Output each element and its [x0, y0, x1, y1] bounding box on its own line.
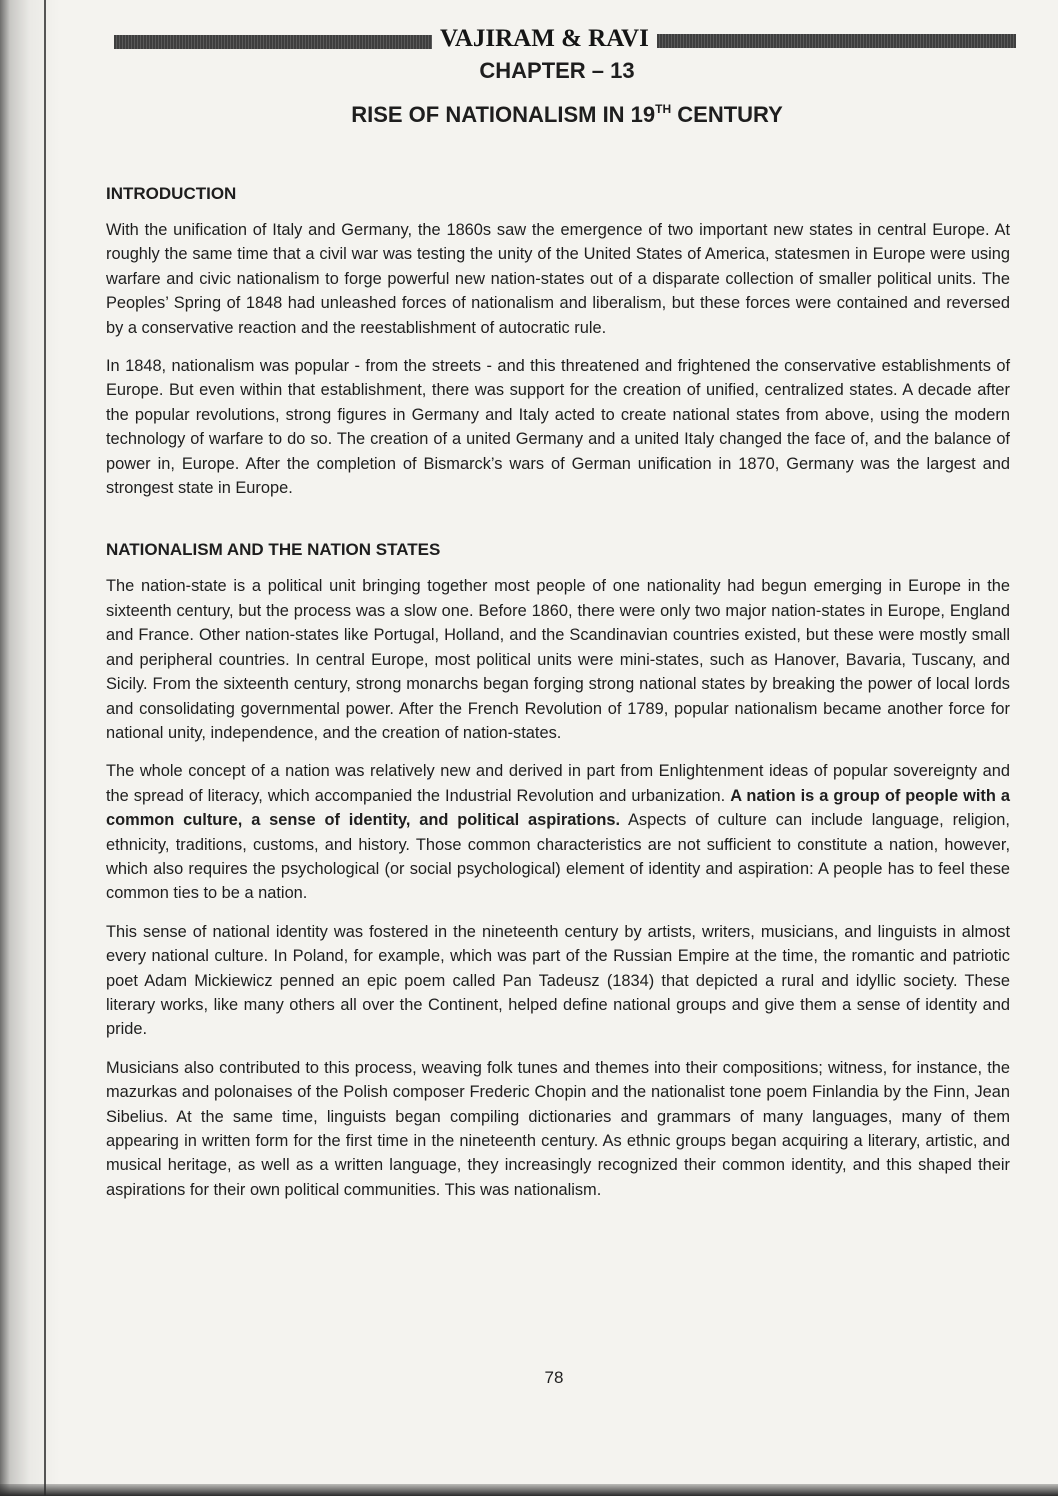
- nation-definition-bold: A nation is a group of people with a common culture, a sense of identity, and political aspirations.: [106, 786, 1011, 830]
- brand-name: VAJIRAM & RAVI: [440, 25, 649, 52]
- nation-states-paragraph-4: Musicians also contributed to this process, weaving folk tunes and themes into their compositions; witness, for instance, the mazurkas and polonaises of the Polish composer Frederic Chopin and the nationalist tone poem Finlandia by the Finn, Jean Sibelius. At the same time, linguists began compiling dictionaries and grammars of many languages, many of them appearing in written form for the first time in the nineteenth century. As ethnic groups began acquiring a literary, artistic, and musical heritage, as well as a written language, they increasingly recognized their common identity, and this shaped their aspirations for their own political communities. This was nationalism.: [106, 1058, 1010, 1199]
- header-bar-right: [657, 34, 1016, 48]
- header-bar-left: [114, 35, 432, 49]
- scan-bottom-edge: [0, 1484, 1058, 1496]
- section-gap: [106, 514, 1010, 540]
- nation-states-paragraph-2: [106, 759, 1010, 905]
- paragraph-2-rest: Aspects of culture can include language, religion, ethnicity, traditions, customs, and history. Those common characteristics are not sufficient to constitute a nation, however, which also requires the psychological (or social psychological) element of identity and aspiration: A people has to feel these common ties to be a nation.: [106, 811, 1010, 903]
- header-band: [114, 26, 1016, 52]
- chapter-title: [0, 102, 1058, 128]
- section-heading-introduction: INTRODUCTION: [106, 184, 237, 203]
- chapter-number: CHAPTER – 13: [479, 58, 635, 83]
- nation-states-paragraph-1: The nation-state is a political unit bringing together most people of one nationality had begun emerging in Europe in the sixteenth century, but the process was a slow one. Before 1860, there were only two major nation-states in Europe, England and France. Other nation-states like Portugal, Holland, and the Scandinavian countries existed, but these were mostly small and peripheral countries. In central Europe, most political units were mini-states, such as Hanover, Bavaria, Tuscany, and Sicily. From the sixteenth century, strong monarchs began forging strong national states by breaking the power of local lords and consolidating governmental power. After the French Revolution of 1789, popular nationalism became another force for national unity, independence, and the creation of nation-states.: [106, 577, 1010, 742]
- section-heading-nation-states: NATIONALISM AND THE NATION STATES: [106, 540, 441, 560]
- chapter-title-superscript: TH: [655, 102, 672, 116]
- page-body: [106, 184, 1010, 1216]
- intro-paragraph-1: With the unification of Italy and Germany, the 1860s saw the emergence of two important new states in central Europe. At roughly the same time that a civil war was testing the unity of the United States of America, statesmen in Europe were using warfare and civic nationalism to forge powerful new nation-states out of a disparate collection of smaller political units. The Peoples’ Spring of 1848 had unleashed forces of nationalism and liberalism, but these forces were contained and reversed by a conservative reaction and the reestablishment of autocratic rule.: [106, 221, 1010, 337]
- page-number: 78: [544, 1368, 564, 1387]
- nation-states-paragraph-3: This sense of national identity was fostered in the nineteenth century by artists, writers, musicians, and linguists in almost every national culture. In Poland, for example, which was part of the Russian Empire at the time, the romantic and patriotic poet Adam Mickiewicz penned an epic poem called Pan Tadeusz (1834) that depicted a rural and idyllic society. These literary works, like many others all over the Continent, helped define national groups and give them a sense of identity and pride.: [106, 922, 1010, 1039]
- scan-spine-shadow: [0, 0, 60, 1496]
- chapter-title-end: CENTURY: [671, 102, 783, 127]
- intro-paragraph-2: In 1848, nationalism was popular - from the streets - and this threatened and frightened the conservative establishments of Europe. But even within that establishment, there was support for the creation of unified, centralized states. A decade after the popular revolutions, strong figures in Germany and Italy acted to create national states from above, using the modern technology of warfare to do so. The creation of a united Germany and a united Italy changed the face of, and the balance of power in, Europe. After the completion of Bismarck’s wars of German unification in 1870, Germany was the largest and strongest state in Europe.: [106, 357, 1010, 498]
- paragraph-2-lead: The whole concept of a nation was relatively new and derived in part from Enlightenment ideas of popular sovereignty and the spread of literacy, which accompanied the Industrial Revolution and urbanization.: [106, 762, 1010, 805]
- scan-spine-line: [44, 0, 46, 1496]
- chapter-title-main: RISE OF NATIONALISM IN 19: [351, 102, 656, 127]
